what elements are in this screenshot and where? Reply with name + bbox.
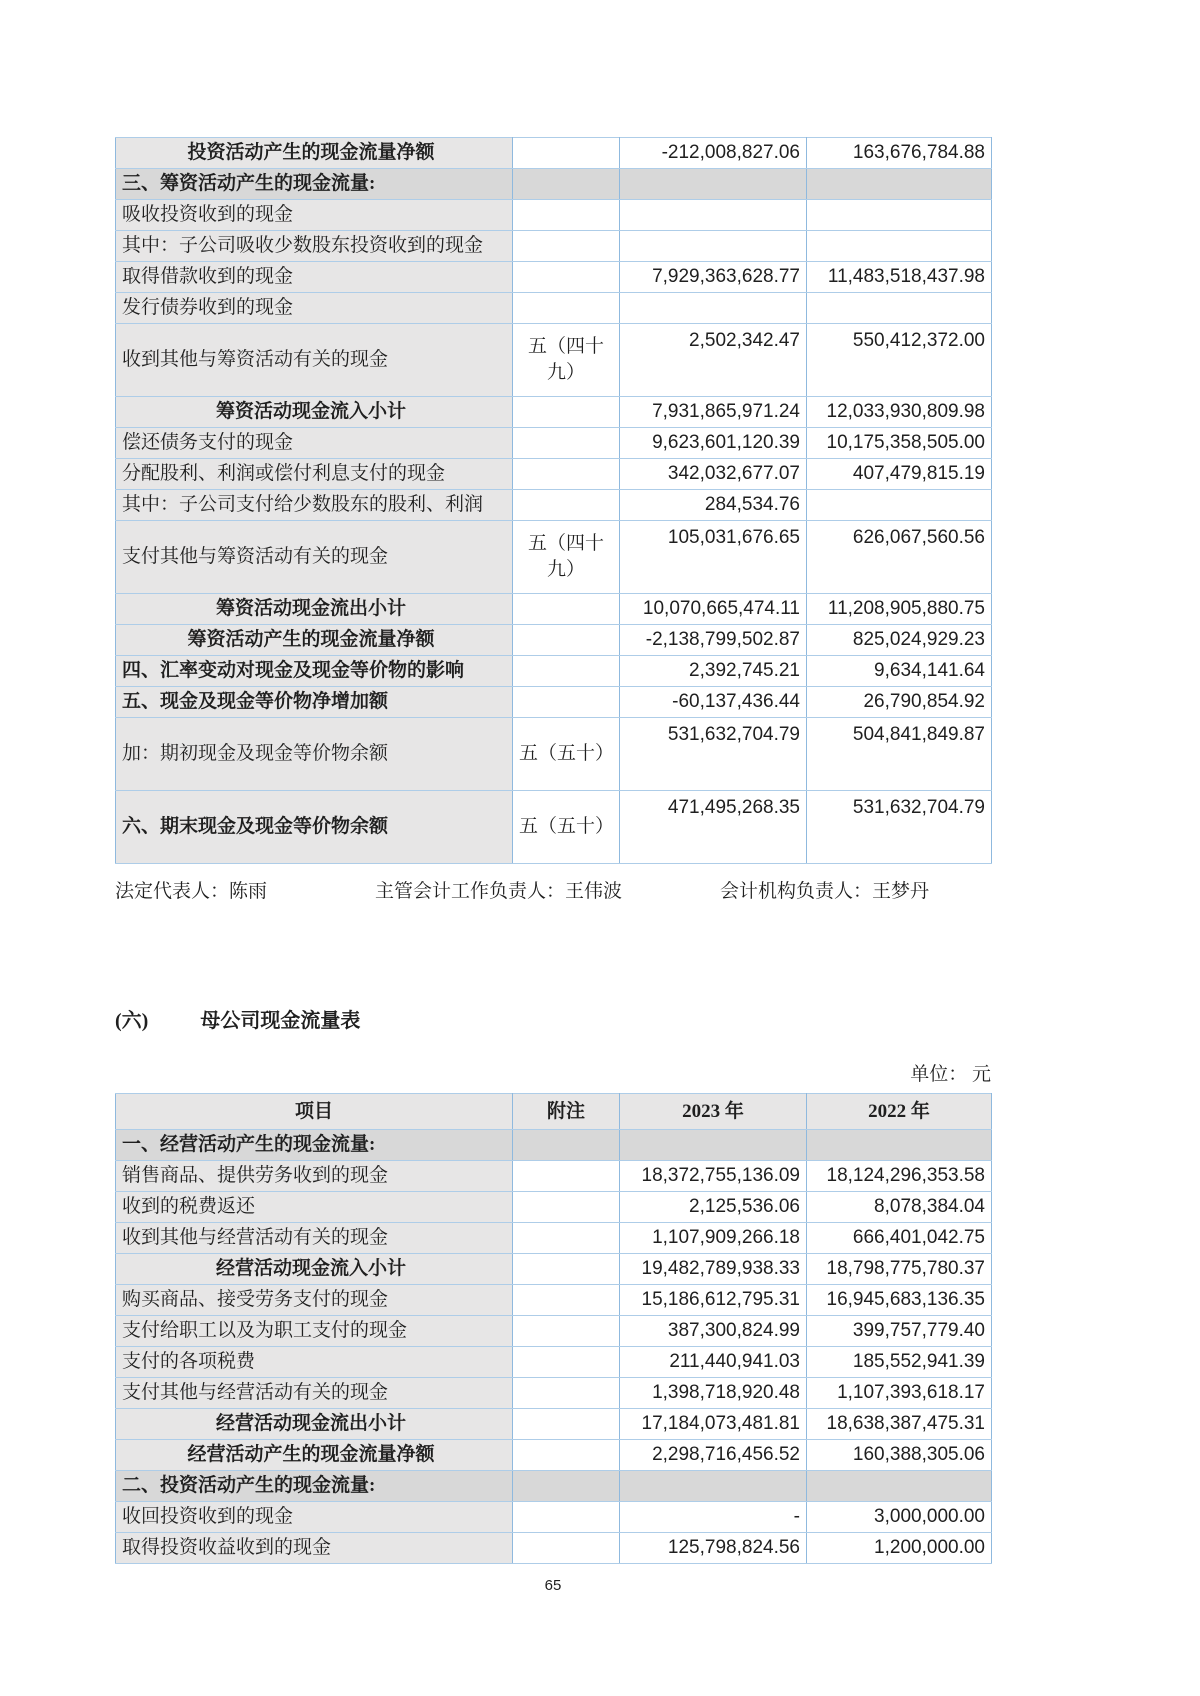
value-2022-cell <box>807 490 992 521</box>
item-label-cell: 筹资活动现金流出小计 <box>116 594 513 625</box>
item-label-cell: 取得投资收益收到的现金 <box>116 1533 513 1564</box>
item-label-cell: 六、期末现金及现金等价物余额 <box>116 791 513 864</box>
value-2023-cell: 15,186,612,795.31 <box>620 1285 807 1316</box>
note-cell <box>513 687 620 718</box>
value-2023-cell: 17,184,073,481.81 <box>620 1409 807 1440</box>
table-row <box>116 521 992 594</box>
value-2022-cell: 9,634,141.64 <box>807 656 992 687</box>
value-2023-cell <box>620 1471 807 1502</box>
note-cell: 五（四十九） <box>513 521 620 594</box>
value-2022-cell: 11,483,518,437.98 <box>807 262 992 293</box>
value-2023-cell: 471,495,268.35 <box>620 791 807 864</box>
value-2022-cell: 11,208,905,880.75 <box>807 594 992 625</box>
signature-line <box>115 876 991 903</box>
note-cell <box>513 459 620 490</box>
item-label-cell: 支付其他与筹资活动有关的现金 <box>116 521 513 594</box>
item-label-cell: 一、经营活动产生的现金流量: <box>116 1130 513 1161</box>
item-label-cell: 分配股利、利润或偿付利息支付的现金 <box>116 459 513 490</box>
item-label-cell: 偿还债务支付的现金 <box>116 428 513 459</box>
note-cell <box>513 1223 620 1254</box>
value-2023-cell: 1,107,909,266.18 <box>620 1223 807 1254</box>
value-2023-cell: 2,392,745.21 <box>620 656 807 687</box>
item-label-cell: 吸收投资收到的现金 <box>116 200 513 231</box>
table-row <box>116 1471 992 1502</box>
note-cell <box>513 1316 620 1347</box>
note-cell <box>513 1440 620 1471</box>
table-row <box>116 718 992 791</box>
value-2022-cell: 666,401,042.75 <box>807 1223 992 1254</box>
table-row <box>116 1409 992 1440</box>
table-row <box>116 1440 992 1471</box>
value-2023-cell <box>620 200 807 231</box>
table-row <box>116 324 992 397</box>
note-cell <box>513 656 620 687</box>
note-cell <box>513 231 620 262</box>
table-row <box>116 1502 992 1533</box>
note-cell: 五（四十九） <box>513 324 620 397</box>
table-row <box>116 1254 992 1285</box>
value-2022-cell: 825,024,929.23 <box>807 625 992 656</box>
value-2023-cell: - <box>620 1502 807 1533</box>
table-row <box>116 1285 992 1316</box>
item-label-cell: 二、投资活动产生的现金流量: <box>116 1471 513 1502</box>
legal-representative-label: 法定代表人：陈雨 <box>115 881 268 902</box>
table-row <box>116 1533 992 1564</box>
value-2023-cell: -2,138,799,502.87 <box>620 625 807 656</box>
table-row <box>116 138 992 169</box>
value-2023-cell <box>620 231 807 262</box>
table-row <box>116 262 992 293</box>
note-cell <box>513 262 620 293</box>
value-2023-cell: 7,929,363,628.77 <box>620 262 807 293</box>
note-cell <box>513 1192 620 1223</box>
value-2022-cell: 18,638,387,475.31 <box>807 1409 992 1440</box>
value-2022-cell: 18,798,775,780.37 <box>807 1254 992 1285</box>
table-row <box>116 1223 992 1254</box>
value-2022-cell: 626,067,560.56 <box>807 521 992 594</box>
value-2022-cell: 1,107,393,618.17 <box>807 1378 992 1409</box>
value-2022-cell <box>807 1471 992 1502</box>
value-2022-cell: 3,000,000.00 <box>807 1502 992 1533</box>
note-cell <box>513 490 620 521</box>
note-cell <box>513 200 620 231</box>
header-2022: 2022 年 <box>807 1094 992 1130</box>
value-2022-cell: 8,078,384.04 <box>807 1192 992 1223</box>
consolidated-cashflow-continuation-table <box>115 137 992 864</box>
parent-cashflow-section-heading <box>115 1004 991 1033</box>
table-row <box>116 428 992 459</box>
table-row <box>116 1347 992 1378</box>
section-title: 母公司现金流量表 <box>200 1010 361 1032</box>
value-2023-cell: 342,032,677.07 <box>620 459 807 490</box>
value-2023-cell: 18,372,755,136.09 <box>620 1161 807 1192</box>
note-cell: 五（五十） <box>513 718 620 791</box>
note-cell <box>513 1254 620 1285</box>
header-note: 附注 <box>513 1094 620 1130</box>
note-cell <box>513 169 620 200</box>
table-row <box>116 625 992 656</box>
item-label-cell: 经营活动现金流入小计 <box>116 1254 513 1285</box>
table-row <box>116 791 992 864</box>
item-label-cell: 购买商品、接受劳务支付的现金 <box>116 1285 513 1316</box>
value-2023-cell: 211,440,941.03 <box>620 1347 807 1378</box>
value-2023-cell <box>620 169 807 200</box>
table-row <box>116 656 992 687</box>
table-row <box>116 1130 992 1161</box>
item-label-cell: 取得借款收到的现金 <box>116 262 513 293</box>
value-2023-cell: 387,300,824.99 <box>620 1316 807 1347</box>
note-cell <box>513 293 620 324</box>
item-label-cell: 发行债券收到的现金 <box>116 293 513 324</box>
value-2023-cell: 2,502,342.47 <box>620 324 807 397</box>
table-row <box>116 1316 992 1347</box>
unit-label: 单位： 元 <box>910 1064 991 1085</box>
value-2022-cell: 504,841,849.87 <box>807 718 992 791</box>
note-cell <box>513 625 620 656</box>
item-label-cell: 三、筹资活动产生的现金流量: <box>116 169 513 200</box>
table-row <box>116 200 992 231</box>
value-2022-cell: 16,945,683,136.35 <box>807 1285 992 1316</box>
table-row <box>116 169 992 200</box>
financial-report-page <box>115 137 991 1594</box>
table-row <box>116 231 992 262</box>
table-row <box>116 459 992 490</box>
accounting-dept-head-label: 会计机构负责人：王梦丹 <box>720 881 930 902</box>
item-label-cell: 收到的税费返还 <box>116 1192 513 1223</box>
table-row <box>116 490 992 521</box>
header-item: 项目 <box>116 1094 513 1130</box>
value-2022-cell: 185,552,941.39 <box>807 1347 992 1378</box>
item-label-cell: 筹资活动产生的现金流量净额 <box>116 625 513 656</box>
note-cell <box>513 1347 620 1378</box>
value-2023-cell: 1,398,718,920.48 <box>620 1378 807 1409</box>
item-label-cell: 五、现金及现金等价物净增加额 <box>116 687 513 718</box>
value-2023-cell <box>620 1130 807 1161</box>
note-cell <box>513 1471 620 1502</box>
value-2023-cell <box>620 293 807 324</box>
value-2023-cell: 2,298,716,456.52 <box>620 1440 807 1471</box>
note-cell <box>513 1285 620 1316</box>
item-label-cell: 其中：子公司支付给少数股东的股利、利润 <box>116 490 513 521</box>
note-cell <box>513 1378 620 1409</box>
note-cell <box>513 1533 620 1564</box>
value-2023-cell: 9,623,601,120.39 <box>620 428 807 459</box>
value-2022-cell: 10,175,358,505.00 <box>807 428 992 459</box>
value-2022-cell: 1,200,000.00 <box>807 1533 992 1564</box>
parent-cashflow-table <box>115 1093 992 1564</box>
note-cell <box>513 138 620 169</box>
value-2022-cell: 160,388,305.06 <box>807 1440 992 1471</box>
value-2022-cell: 163,676,784.88 <box>807 138 992 169</box>
page-number: 65 <box>544 1577 562 1594</box>
chief-accountant-label: 主管会计工作负责人：王伟波 <box>375 881 623 902</box>
value-2023-cell: 531,632,704.79 <box>620 718 807 791</box>
value-2023-cell: -212,008,827.06 <box>620 138 807 169</box>
table-row <box>116 1192 992 1223</box>
value-2023-cell: 19,482,789,938.33 <box>620 1254 807 1285</box>
value-2023-cell: 105,031,676.65 <box>620 521 807 594</box>
section-index: (六) <box>115 1010 149 1032</box>
item-label-cell: 收到其他与筹资活动有关的现金 <box>116 324 513 397</box>
note-cell <box>513 1161 620 1192</box>
value-2022-cell: 18,124,296,353.58 <box>807 1161 992 1192</box>
item-label-cell: 经营活动现金流出小计 <box>116 1409 513 1440</box>
note-cell <box>513 594 620 625</box>
item-label-cell: 加：期初现金及现金等价物余额 <box>116 718 513 791</box>
item-label-cell: 经营活动产生的现金流量净额 <box>116 1440 513 1471</box>
item-label-cell: 收到其他与经营活动有关的现金 <box>116 1223 513 1254</box>
table-row <box>116 1161 992 1192</box>
item-label-cell: 销售商品、提供劳务收到的现金 <box>116 1161 513 1192</box>
item-label-cell: 其中：子公司吸收少数股东投资收到的现金 <box>116 231 513 262</box>
value-2023-cell: 2,125,536.06 <box>620 1192 807 1223</box>
value-2023-cell: -60,137,436.44 <box>620 687 807 718</box>
table-row <box>116 1378 992 1409</box>
item-label-cell: 投资活动产生的现金流量净额 <box>116 138 513 169</box>
value-2022-cell: 407,479,815.19 <box>807 459 992 490</box>
table-row <box>116 293 992 324</box>
item-label-cell: 收回投资收到的现金 <box>116 1502 513 1533</box>
item-label-cell: 支付的各项税费 <box>116 1347 513 1378</box>
table-row <box>116 594 992 625</box>
table-row <box>116 687 992 718</box>
value-2022-cell <box>807 200 992 231</box>
value-2023-cell: 7,931,865,971.24 <box>620 397 807 428</box>
value-2023-cell: 10,070,665,474.11 <box>620 594 807 625</box>
table-row <box>116 397 992 428</box>
header-row <box>116 1094 992 1130</box>
note-cell <box>513 1502 620 1533</box>
item-label-cell: 四、汇率变动对现金及现金等价物的影响 <box>116 656 513 687</box>
item-label-cell: 支付其他与经营活动有关的现金 <box>116 1378 513 1409</box>
header-2023: 2023 年 <box>620 1094 807 1130</box>
value-2022-cell <box>807 293 992 324</box>
value-2022-cell <box>807 1130 992 1161</box>
value-2022-cell <box>807 231 992 262</box>
item-label-cell: 筹资活动现金流入小计 <box>116 397 513 428</box>
value-2022-cell: 399,757,779.40 <box>807 1316 992 1347</box>
value-2023-cell: 125,798,824.56 <box>620 1533 807 1564</box>
value-2022-cell: 12,033,930,809.98 <box>807 397 992 428</box>
value-2022-cell: 26,790,854.92 <box>807 687 992 718</box>
note-cell <box>513 1409 620 1440</box>
note-cell: 五（五十） <box>513 791 620 864</box>
note-cell <box>513 428 620 459</box>
note-cell <box>513 1130 620 1161</box>
item-label-cell: 支付给职工以及为职工支付的现金 <box>116 1316 513 1347</box>
value-2023-cell: 284,534.76 <box>620 490 807 521</box>
value-2022-cell <box>807 169 992 200</box>
value-2022-cell: 550,412,372.00 <box>807 324 992 397</box>
value-2022-cell: 531,632,704.79 <box>807 791 992 864</box>
note-cell <box>513 397 620 428</box>
